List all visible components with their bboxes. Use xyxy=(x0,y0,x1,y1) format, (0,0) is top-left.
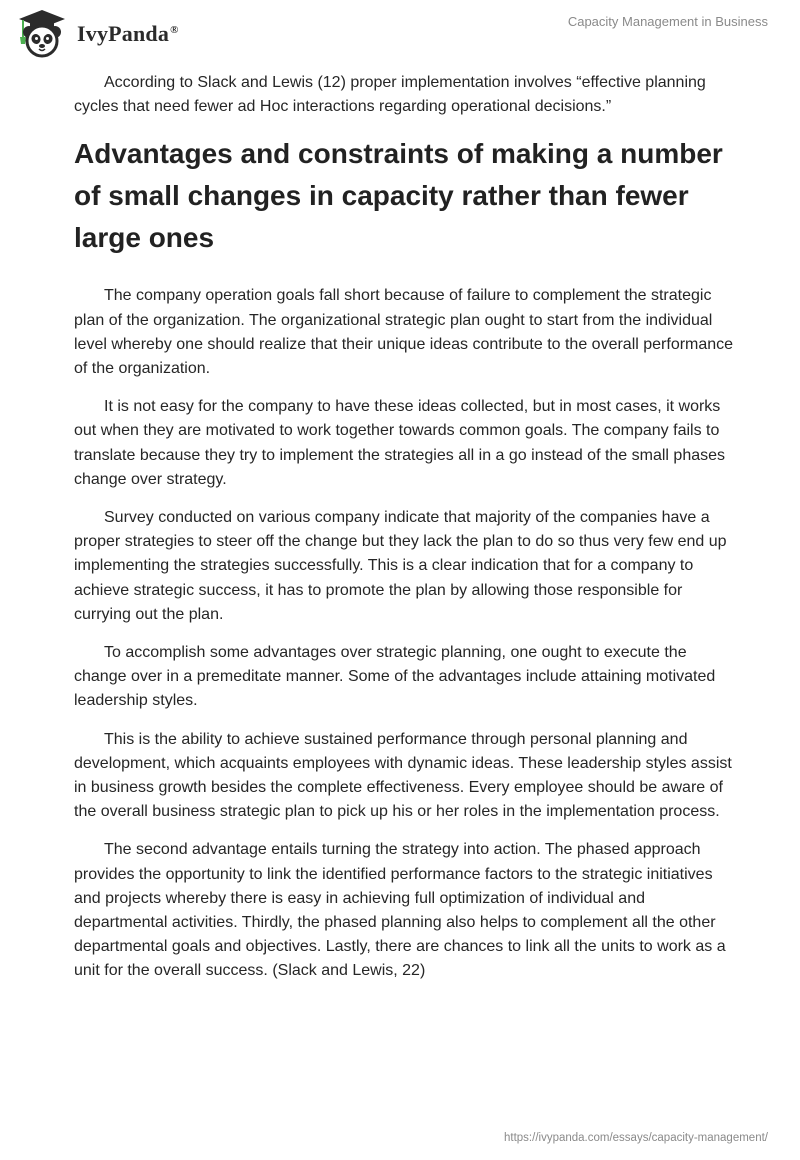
body-paragraph: It is not easy for the company to have these ideas collected, but in most cases, it works out when they are motivated to work together towards common goals. The company fails to translate because they try to implement the strategies all in a go instead of the small phases change over strategy. xyxy=(74,398,726,488)
body-paragraph: The second advantage entails turning the strategy into action. The phased approach provides the opportunity to link the identified performance factors to the strategic initiatives and projects whereby there is easy in achieving full optimization of individual and departmental activities. Thirdly, the phased planning also helps to complement all the other departmental goals and objectives. Lastly, there are chances to link all the units to work as a unit for the overall success. (Slack and Lewis, 22) xyxy=(74,841,726,980)
footer-url[interactable]: https://ivypanda.com/essays/capacity-management/ xyxy=(504,1132,768,1144)
ivypanda-logo[interactable] xyxy=(15,8,179,60)
section-heading: Advantages and constraints of making a number of small changes in capacity rather than fewer large ones xyxy=(74,138,723,254)
body-paragraph: To accomplish some advantages over strategic planning, one ought to execute the change over in a premeditate manner. Some of the advantages include attaining motivated leadership styles. xyxy=(74,644,716,710)
running-title: Capacity Management in Business xyxy=(567,14,768,29)
panda-graduate-icon xyxy=(15,8,69,60)
page-header xyxy=(0,0,800,70)
brand-name: IvyPanda® xyxy=(77,21,179,46)
document-body xyxy=(74,71,734,998)
body-paragraph: This is the ability to achieve sustained performance through personal planning and development, which acquaints employees with dynamic ideas. These leadership styles assist in business growth besides the complete effectiveness. Every employee should be aware of the overall business strategic plan to pick up his or her roles in the implementation process. xyxy=(74,730,732,821)
body-paragraph: The company operation goals fall short because of failure to complement the strategic plan of the organization. The organizational strategic plan ought to start from the individual level whereby one should realize that their unique ideas contribute to the overall performance of the organization. xyxy=(74,287,734,378)
body-paragraph: Survey conducted on various company indicate that majority of the companies have a proper strategies to steer off the change but they lack the plan to do so thus very few end up implementing the strategies successfully. This is a clear indication that for a company to achieve strategic success, it has to promote the plan by allowing those responsible for currying out the plan. xyxy=(74,509,727,623)
intro-paragraph: According to Slack and Lewis (12) proper implementation involves “effective planning cycles that need fewer ad Hoc interactions regarding operational decisions.” xyxy=(74,74,706,116)
